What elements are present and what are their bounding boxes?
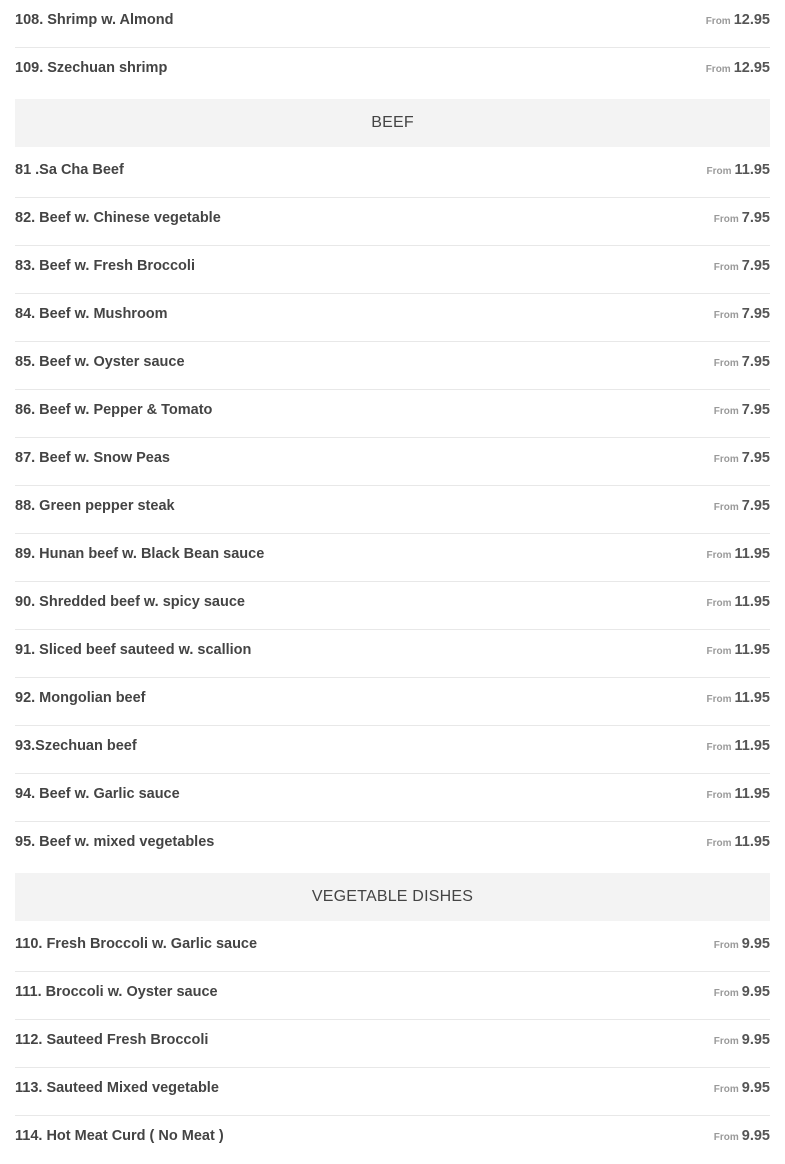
menu-item-88[interactable] bbox=[15, 486, 770, 534]
menu-item-price: 7.95 bbox=[741, 258, 770, 274]
menu-item-name: 108. Shrimp w. Almond bbox=[15, 12, 174, 28]
menu-item-price: 7.95 bbox=[741, 402, 770, 418]
section-title: BEEF bbox=[371, 114, 414, 131]
menu-item-87[interactable] bbox=[15, 438, 770, 486]
price-from-label: From bbox=[705, 64, 731, 75]
menu-item-109[interactable] bbox=[15, 48, 770, 96]
menu-item-name: 90. Shredded beef w. spicy sauce bbox=[15, 594, 245, 610]
menu-item-81[interactable] bbox=[15, 150, 770, 198]
menu-item-price-wrap bbox=[714, 353, 770, 373]
menu-item-price-wrap bbox=[714, 401, 770, 421]
menu-item-86[interactable] bbox=[15, 390, 770, 438]
menu-item-name: 92. Mongolian beef bbox=[15, 690, 146, 706]
price-from-label: From bbox=[713, 1132, 739, 1143]
menu-item-price: 7.95 bbox=[741, 498, 770, 514]
menu-item-name: 113. Sauteed Mixed vegetable bbox=[15, 1080, 219, 1096]
menu-item-85[interactable] bbox=[15, 342, 770, 390]
price-from-label: From bbox=[713, 310, 739, 321]
price-from-label: From bbox=[713, 358, 739, 369]
menu-item-name: 110. Fresh Broccoli w. Garlic sauce bbox=[15, 936, 258, 952]
menu-item-price-wrap bbox=[707, 161, 771, 181]
price-from-label: From bbox=[713, 262, 739, 273]
menu-item-name: 93.Szechuan beef bbox=[15, 738, 137, 754]
menu-item-name: 91. Sliced beef sauteed w. scallion bbox=[15, 642, 252, 658]
price-from-label: From bbox=[706, 742, 732, 753]
menu-item-price-wrap bbox=[706, 59, 770, 79]
menu-item-price: 7.95 bbox=[741, 354, 770, 370]
menu-item-price: 12.95 bbox=[733, 60, 770, 76]
menu-item-price-wrap bbox=[714, 305, 770, 325]
menu-item-114[interactable] bbox=[15, 1116, 770, 1164]
menu-item-price: 9.95 bbox=[741, 1128, 770, 1144]
menu-item-name: 83. Beef w. Fresh Broccoli bbox=[15, 258, 195, 274]
menu-item-price-wrap bbox=[707, 785, 771, 805]
menu-item-price-wrap bbox=[714, 497, 770, 517]
menu-item-name: 94. Beef w. Garlic sauce bbox=[15, 786, 180, 802]
menu-item-name: 86. Beef w. Pepper & Tomato bbox=[15, 402, 213, 418]
menu-item-94[interactable] bbox=[15, 774, 770, 822]
price-from-label: From bbox=[713, 214, 739, 225]
menu-item-83[interactable] bbox=[15, 246, 770, 294]
menu-item-82[interactable] bbox=[15, 198, 770, 246]
menu-item-price: 11.95 bbox=[734, 546, 770, 562]
menu-item-name: 88. Green pepper steak bbox=[15, 498, 175, 514]
price-from-label: From bbox=[706, 694, 732, 705]
menu-item-90[interactable] bbox=[15, 582, 770, 630]
price-from-label: From bbox=[706, 598, 732, 609]
menu-item-price-wrap bbox=[707, 641, 771, 661]
menu-item-price-wrap bbox=[714, 1127, 770, 1147]
price-from-label: From bbox=[706, 550, 732, 561]
menu-item-price: 7.95 bbox=[741, 210, 770, 226]
menu-item-price: 12.95 bbox=[733, 12, 770, 28]
price-from-label: From bbox=[713, 454, 739, 465]
menu-item-111[interactable] bbox=[15, 972, 770, 1020]
section-header-beef bbox=[15, 99, 770, 147]
menu-list bbox=[15, 0, 770, 1164]
menu-item-price: 9.95 bbox=[741, 984, 770, 1000]
menu-item-price: 9.95 bbox=[741, 1032, 770, 1048]
section-header-vegetable-dishes bbox=[15, 873, 770, 921]
menu-item-price-wrap bbox=[714, 449, 770, 469]
menu-item-price-wrap bbox=[714, 935, 770, 955]
menu-item-price: 11.95 bbox=[734, 690, 770, 706]
menu-item-92[interactable] bbox=[15, 678, 770, 726]
price-from-label: From bbox=[706, 166, 732, 177]
menu-item-price-wrap bbox=[714, 1031, 770, 1051]
menu-item-price-wrap bbox=[714, 983, 770, 1003]
price-from-label: From bbox=[713, 502, 739, 513]
menu-item-price-wrap bbox=[707, 689, 771, 709]
menu-item-price-wrap bbox=[707, 545, 771, 565]
price-from-label: From bbox=[713, 940, 739, 951]
menu-item-113[interactable] bbox=[15, 1068, 770, 1116]
menu-item-110[interactable] bbox=[15, 924, 770, 972]
price-from-label: From bbox=[706, 646, 732, 657]
menu-item-price: 11.95 bbox=[734, 594, 770, 610]
menu-item-name: 114. Hot Meat Curd ( No Meat ) bbox=[15, 1128, 224, 1144]
menu-item-price-wrap bbox=[714, 1079, 770, 1099]
price-from-label: From bbox=[713, 1036, 739, 1047]
menu-item-name: 84. Beef w. Mushroom bbox=[15, 306, 168, 322]
menu-item-95[interactable] bbox=[15, 822, 770, 870]
menu-item-price: 7.95 bbox=[741, 306, 770, 322]
menu-item-price-wrap bbox=[707, 737, 771, 757]
menu-item-price: 11.95 bbox=[734, 738, 770, 754]
price-from-label: From bbox=[705, 16, 731, 27]
menu-item-price: 11.95 bbox=[734, 162, 770, 178]
price-from-label: From bbox=[706, 790, 732, 801]
menu-item-price: 7.95 bbox=[741, 450, 770, 466]
menu-item-name: 87. Beef w. Snow Peas bbox=[15, 450, 170, 466]
price-from-label: From bbox=[713, 988, 739, 999]
menu-item-name: 89. Hunan beef w. Black Bean sauce bbox=[15, 546, 265, 562]
menu-item-price-wrap bbox=[706, 11, 770, 31]
menu-item-price-wrap bbox=[714, 209, 770, 229]
menu-item-name: 81 .Sa Cha Beef bbox=[15, 162, 124, 178]
menu-item-price: 11.95 bbox=[734, 834, 770, 850]
menu-item-price: 9.95 bbox=[741, 1080, 770, 1096]
price-from-label: From bbox=[713, 1084, 739, 1095]
menu-item-name: 112. Sauteed Fresh Broccoli bbox=[15, 1032, 209, 1048]
menu-item-name: 95. Beef w. mixed vegetables bbox=[15, 834, 215, 850]
menu-item-93[interactable] bbox=[15, 726, 770, 774]
menu-item-name: 82. Beef w. Chinese vegetable bbox=[15, 210, 221, 226]
menu-item-price-wrap bbox=[714, 257, 770, 277]
menu-item-price-wrap bbox=[707, 833, 771, 853]
menu-item-91[interactable] bbox=[15, 630, 770, 678]
menu-item-name: 85. Beef w. Oyster sauce bbox=[15, 354, 185, 370]
menu-item-89[interactable] bbox=[15, 534, 770, 582]
price-from-label: From bbox=[706, 838, 732, 849]
menu-item-price: 9.95 bbox=[741, 936, 770, 952]
menu-item-name: 111. Broccoli w. Oyster sauce bbox=[15, 984, 218, 1000]
menu-item-84[interactable] bbox=[15, 294, 770, 342]
menu-item-112[interactable] bbox=[15, 1020, 770, 1068]
section-title: VEGETABLE DISHES bbox=[311, 888, 474, 905]
menu-item-price: 11.95 bbox=[734, 786, 770, 802]
price-from-label: From bbox=[713, 406, 739, 417]
menu-item-price-wrap bbox=[707, 593, 771, 613]
menu-item-name: 109. Szechuan shrimp bbox=[15, 60, 168, 76]
menu-item-108[interactable] bbox=[15, 0, 770, 48]
menu-item-price: 11.95 bbox=[734, 642, 770, 658]
